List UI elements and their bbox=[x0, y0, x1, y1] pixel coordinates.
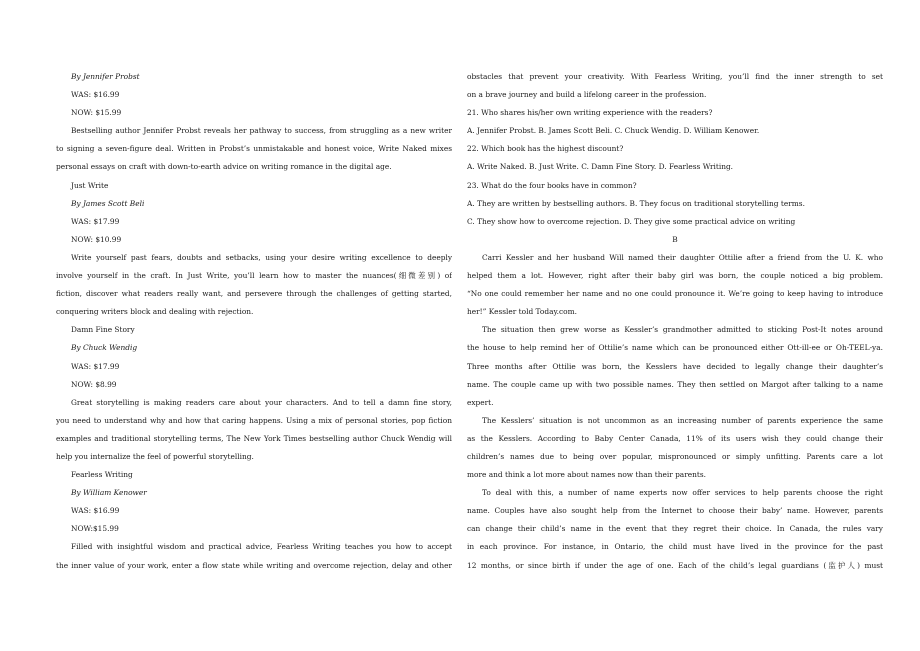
text-line: A. Write Naked. B. Just Write. C. Damn Fine Story. D. Fearless Writing. bbox=[467, 162, 734, 172]
right-column bbox=[467, 68, 883, 575]
text-line: as the Kesslers. According to Baby Center Canada, 11% of its users wish they could change their bbox=[467, 433, 883, 443]
text-line: By Jennifer Probst bbox=[71, 72, 140, 81]
text-line: NOW: $8.99 bbox=[71, 379, 117, 389]
text-line: the inner value of your work, enter a flow state while writing and overcome rejection, delay and other bbox=[56, 560, 452, 570]
text-line: helped them a lot. However, right after their baby girl was born, the couple noticed a big problem. bbox=[467, 271, 883, 281]
text-line: Bestselling author Jennifer Probst reveals her pathway to success, from struggling as a new writer bbox=[71, 126, 452, 136]
text-line: name. Couples have also sought help from the Internet to choose their baby’ name. However, parents bbox=[467, 506, 883, 516]
left-column bbox=[56, 68, 452, 575]
text-line: can change their child’s name in the event that they regret their choice. In Canada, the rules vary bbox=[467, 524, 883, 534]
text-line: By William Kenower bbox=[71, 488, 147, 498]
text-line: By Chuck Wendig bbox=[71, 343, 138, 353]
text-line: WAS: $16.99 bbox=[71, 90, 120, 100]
text-line: NOW:$15.99 bbox=[71, 524, 119, 534]
text-line: obstacles that prevent your creativity. With Fearless Writing, you’ll find the inner strength to set bbox=[467, 72, 883, 81]
text-line: Carri Kessler and her husband Will named their daughter Ottilie after a friend from the U. K. who bbox=[482, 252, 883, 262]
text-line: WAS: $16.99 bbox=[71, 506, 120, 516]
text-line: WAS: $17.99 bbox=[71, 361, 120, 371]
text-line: examples and traditional storytelling terms, The New York Times bestselling author Chuck Wendig will bbox=[56, 433, 452, 443]
text-line: Filled with insightful wisdom and practical advice, Fearless Writing teaches you how to accept bbox=[71, 542, 452, 552]
text-line: 23. What do the four books have in common? bbox=[467, 180, 637, 190]
text-line: in each province. For instance, in Ontario, the child must have lived in the province for the past bbox=[467, 542, 883, 552]
text-line: By James Scott Beli bbox=[71, 198, 145, 208]
text-line: help you internalize the feel of powerful storytelling. bbox=[56, 451, 254, 461]
text-line: name. The couple came up with two possible names. They then settled on Margot after talking to a name bbox=[467, 379, 883, 389]
text-line: fiction, discover what readers really want, and persevere through the challenges of getting started, bbox=[56, 289, 452, 299]
text-line: To deal with this, a number of name experts now offer services to help parents choose the right bbox=[482, 488, 883, 498]
text-line: children’s names due to being over popular, mispronounced or simply unfitting. Parents care a lot bbox=[467, 451, 883, 461]
text-line: to signing a seven-figure deal. Written in Probst’s unmistakable and honest voice, Write Naked mixes bbox=[56, 144, 452, 154]
text-line: Three months after Ottilie was born, the Kesslers have decided to legally change their daughter’s bbox=[467, 361, 883, 371]
text-line: Fearless Writing bbox=[71, 470, 133, 480]
text-line: the house to help remind her of Ottilie’s name which can be pronounced either Ott-ill-ee or Oh-TEEL-ya. bbox=[467, 343, 883, 353]
text-line: more and think a lot more about names now than their parents. bbox=[467, 470, 706, 480]
text-line: personal essays on craft with down-to-earth advice on writing romance in the digital age. bbox=[56, 162, 392, 172]
text-line: Great storytelling is making readers care about your characters. And to tell a damn fine story, bbox=[71, 397, 452, 407]
text-line: “No one could remember her name and no one could pronounce it. We’re going to keep having to introduce bbox=[467, 289, 883, 299]
text-line: The situation then grew worse as Kessler’s grandmother admitted to sticking Post-It notes around bbox=[482, 325, 883, 335]
text-line: involve yourself in the craft. In Just Write, you’ll learn how to master the nuances(细微差别) of bbox=[56, 271, 452, 281]
text-line: A. They are written by bestselling authors. B. They focus on traditional storytelling terms. bbox=[467, 198, 805, 208]
text-line: expert. bbox=[467, 397, 494, 407]
text-line: C. They show how to overcome rejection. D. They give some practical advice on writing bbox=[467, 216, 796, 226]
text-line: WAS: $17.99 bbox=[71, 216, 120, 226]
text-line: on a brave journey and build a lifelong career in the profession. bbox=[467, 90, 707, 100]
text-line: B bbox=[672, 234, 678, 244]
text-line: A. Jennifer Probst. B. James Scott Beli. C. Chuck Wendig. D. William Kenower. bbox=[467, 126, 760, 136]
text-line: 12 months, or since birth if under the age of one. Each of the child’s legal guardians (监护人) must bbox=[467, 560, 883, 570]
text-line: Write yourself past fears, doubts and setbacks, using your desire writing excellence to deeply bbox=[71, 252, 452, 262]
text-line: Damn Fine Story bbox=[71, 325, 135, 335]
text-line: conquering writers block and dealing with rejection. bbox=[56, 307, 254, 317]
text-line: NOW: $10.99 bbox=[71, 234, 122, 244]
text-line: 21. Who shares his/her own writing experience with the readers? bbox=[467, 108, 713, 118]
text-line: 22. Which book has the highest discount? bbox=[467, 144, 624, 154]
text-line: her!” Kessler told Today.com. bbox=[467, 307, 577, 317]
text-line: NOW: $15.99 bbox=[71, 108, 122, 118]
text-line: The Kesslers’ situation is not uncommon as an increasing number of parents experience the same bbox=[482, 415, 883, 425]
text-line: Just Write bbox=[71, 180, 109, 190]
text-line: you need to understand why and how that caring happens. Using a mix of personal stories, pop fiction bbox=[56, 415, 452, 425]
